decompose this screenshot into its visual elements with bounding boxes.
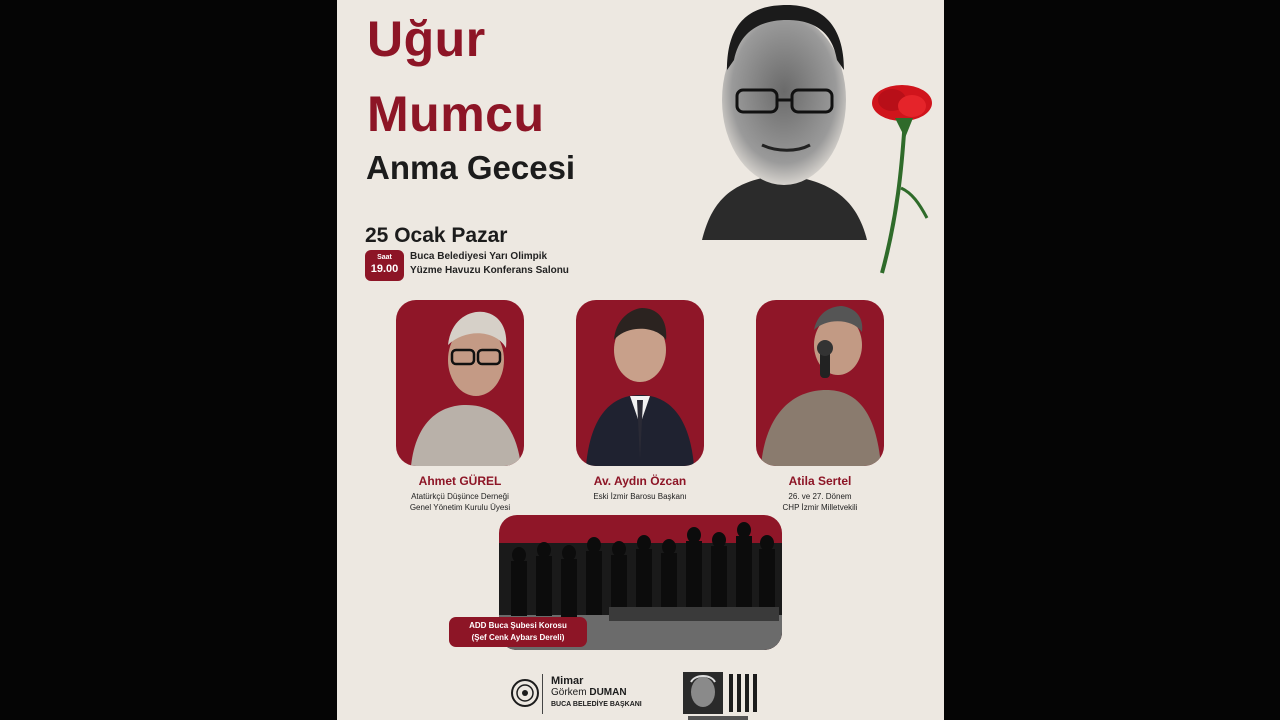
choir-caption xyxy=(449,617,587,647)
speaker-role-line2: CHP İzmir Milletvekili xyxy=(782,503,858,512)
speaker-role-line1: 26. ve 27. Dönem xyxy=(788,492,852,501)
mayor-first-name: Görkem xyxy=(551,687,587,698)
municipality-seal-icon xyxy=(510,678,540,708)
mayor-role: BUCA BELEDİYE BAŞKANI xyxy=(551,701,642,708)
speaker-card xyxy=(396,300,524,513)
speaker-photo xyxy=(576,300,704,466)
choir-caption-line1: ADD Buca Şubesi Korosu xyxy=(469,621,567,630)
speaker-role-line1: Eski İzmir Barosu Başkanı xyxy=(593,492,687,501)
mayor-title: Mimar xyxy=(551,675,584,687)
speaker-photo xyxy=(396,300,524,466)
footer-divider xyxy=(542,674,543,714)
association-logo xyxy=(683,672,783,720)
speaker-name: Ahmet GÜREL xyxy=(418,474,502,488)
venue-line1: Buca Belediyesi Yarı Olimpik xyxy=(410,251,548,262)
speaker-name: Av. Aydın Özcan xyxy=(593,474,687,488)
event-date: 25 Ocak Pazar xyxy=(365,224,508,247)
time-value: 19.00 xyxy=(370,263,399,275)
event-poster xyxy=(337,0,944,720)
speaker-role-line1: Atatürkçü Düşünce Derneği xyxy=(411,492,509,501)
event-venue xyxy=(410,250,569,278)
poster-subtitle: Anma Gecesi xyxy=(366,149,576,186)
poster-title-line1: Uğur xyxy=(367,11,486,67)
mayor-name xyxy=(551,687,642,699)
person-icon xyxy=(396,300,524,466)
speaker-card xyxy=(756,300,884,513)
mayor-signature xyxy=(551,675,642,711)
venue-line2: Yüzme Havuzu Konferans Salonu xyxy=(410,265,569,276)
person-icon xyxy=(756,300,884,466)
mayor-last-name: DUMAN xyxy=(589,687,627,698)
choir-caption-line2: (Şef Cenk Aybars Dereli) xyxy=(471,633,565,642)
speaker-photo xyxy=(756,300,884,466)
carnation-icon xyxy=(857,78,937,278)
portrait-image xyxy=(692,0,872,240)
speaker-card xyxy=(576,300,704,502)
poster-title-line2: Mumcu xyxy=(367,86,545,142)
speaker-name: Atila Sertel xyxy=(788,474,852,488)
time-label: Saat xyxy=(377,254,392,261)
person-icon xyxy=(576,300,704,466)
time-badge xyxy=(365,250,404,281)
speaker-role-line2: Genel Yönetim Kurulu Üyesi xyxy=(409,503,511,512)
